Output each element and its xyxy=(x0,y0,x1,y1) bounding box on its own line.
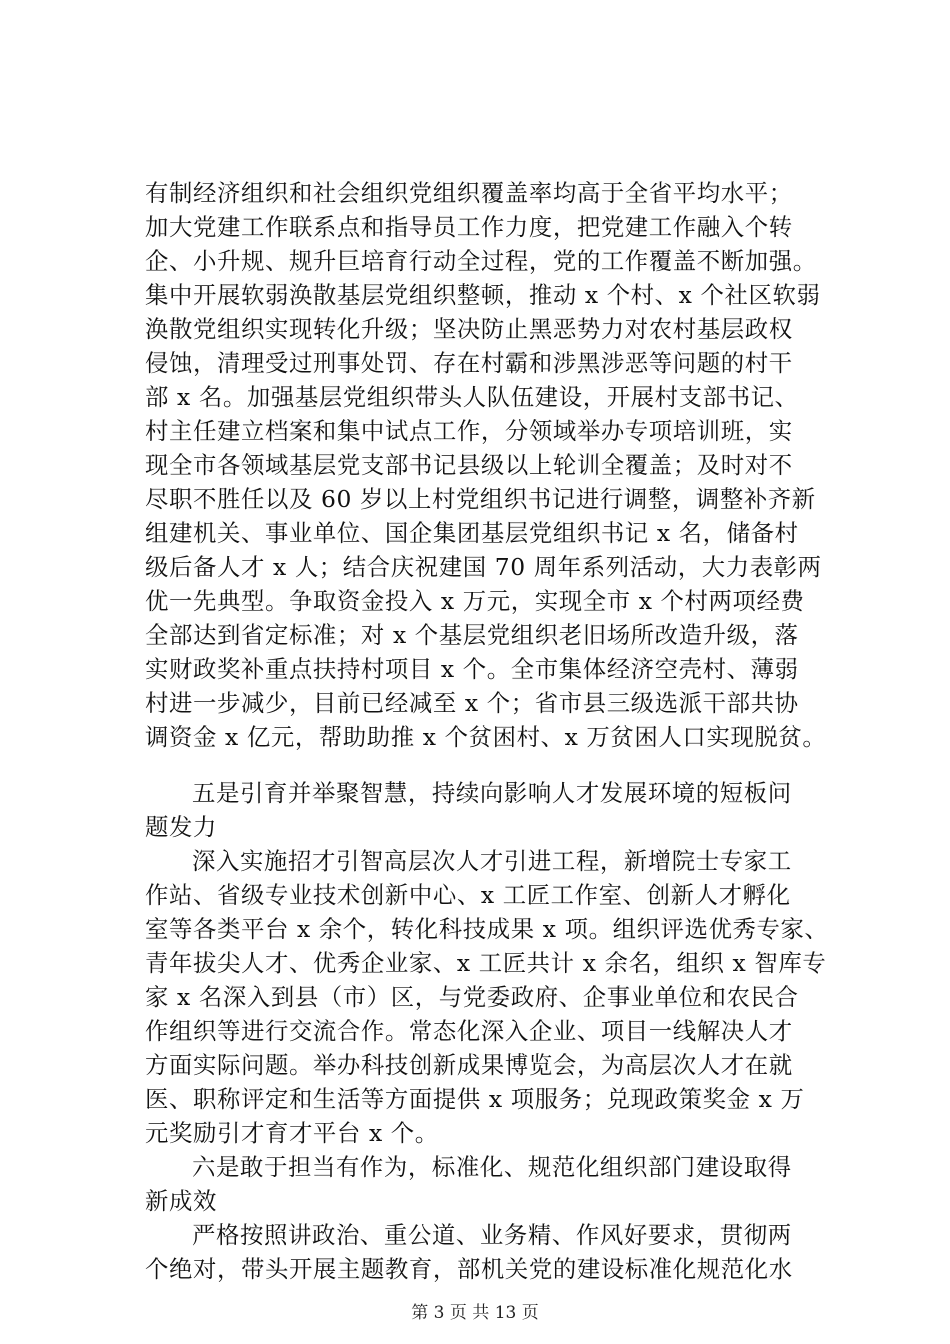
body-line: 组建机关、事业单位、国企集团基层党组织书记 x 名，储备村 xyxy=(145,519,799,547)
body-line: 调资金 x 亿元，帮助助推 x 个贫困村、x 万贫困人口实现脱贫。 xyxy=(145,723,827,751)
body-line: 个绝对，带头开展主题教育，部机关党的建设标准化规范化水 xyxy=(145,1255,793,1283)
body-line: 现全市各领域基层党支部书记县级以上轮训全覆盖；及时对不 xyxy=(145,451,793,479)
body-line: 优一先典型。争取资金投入 x 万元，实现全市 x 个村两项经费 xyxy=(145,587,805,615)
body-line: 级后备人才 x 人；结合庆祝建国 70 周年系列活动，大力表彰两 xyxy=(145,553,822,581)
section-heading-6-cont: 新成效 xyxy=(145,1187,217,1215)
body-line: 作站、省级专业技术创新中心、x 工匠工作室、创新人才孵化 xyxy=(145,881,791,909)
body-line: 方面实际问题。举办科技创新成果博览会，为高层次人才在就 xyxy=(145,1051,793,1079)
body-line: 集中开展软弱涣散基层党组织整顿，推动 x 个村、x 个社区软弱 xyxy=(145,281,821,309)
body-line: 元奖励引才育才平台 x 个。 xyxy=(145,1119,439,1147)
body-line: 企、小升规、规升巨培育行动全过程，党的工作覆盖不断加强。 xyxy=(145,247,817,275)
body-line: 家 x 名深入到县（市）区，与党委政府、企事业单位和农民合 xyxy=(145,983,799,1011)
body-line: 严格按照讲政治、重公道、业务精、作风好要求，贯彻两 xyxy=(192,1221,792,1249)
body-line: 涣散党组织实现转化升级；坚决防止黑恶势力对农村基层政权 xyxy=(145,315,793,343)
section-heading-6: 六是敢于担当有作为，标准化、规范化组织部门建设取得 xyxy=(192,1153,792,1181)
body-line: 深入实施招才引智高层次人才引进工程，新增院士专家工 xyxy=(192,847,792,875)
body-line: 村进一步减少，目前已经减至 x 个；省市县三级选派干部共协 xyxy=(145,689,799,717)
body-line: 尽职不胜任以及 60 岁以上村党组织书记进行调整，调整补齐新 xyxy=(145,485,816,513)
body-line: 有制经济组织和社会组织党组织覆盖率均高于全省平均水平； xyxy=(145,179,793,207)
body-line: 医、职称评定和生活等方面提供 x 项服务；兑现政策奖金 x 万 xyxy=(145,1085,805,1113)
body-line: 实财政奖补重点扶持村项目 x 个。全市集体经济空壳村、薄弱 xyxy=(145,655,799,683)
section-heading-5: 五是引育并举聚智慧，持续向影响人才发展环境的短板问 xyxy=(192,779,792,807)
body-line: 村主任建立档案和集中试点工作，分领域举办专项培训班，实 xyxy=(145,417,793,445)
body-line: 青年拔尖人才、优秀企业家、x 工匠共计 x 余名，组织 x 智库专 xyxy=(145,949,827,977)
body-line: 加大党建工作联系点和指导员工作力度，把党建工作融入个转 xyxy=(145,213,793,241)
body-line: 室等各类平台 x 余个，转化科技成果 x 项。组织评选优秀专家、 xyxy=(145,915,829,943)
body-line: 全部达到省定标准；对 x 个基层党组织老旧场所改造升级，落 xyxy=(145,621,799,649)
page-number-footer: 第 3 页 共 13 页 xyxy=(411,1303,539,1323)
body-line: 部 x 名。加强基层党组织带头人队伍建设，开展村支部书记、 xyxy=(145,383,799,411)
section-heading-5-cont: 题发力 xyxy=(145,813,217,841)
body-line: 作组织等进行交流合作。常态化深入企业、项目一线解决人才 xyxy=(145,1017,793,1045)
body-line: 侵蚀，清理受过刑事处罚、存在村霸和涉黑涉恶等问题的村干 xyxy=(145,349,793,377)
